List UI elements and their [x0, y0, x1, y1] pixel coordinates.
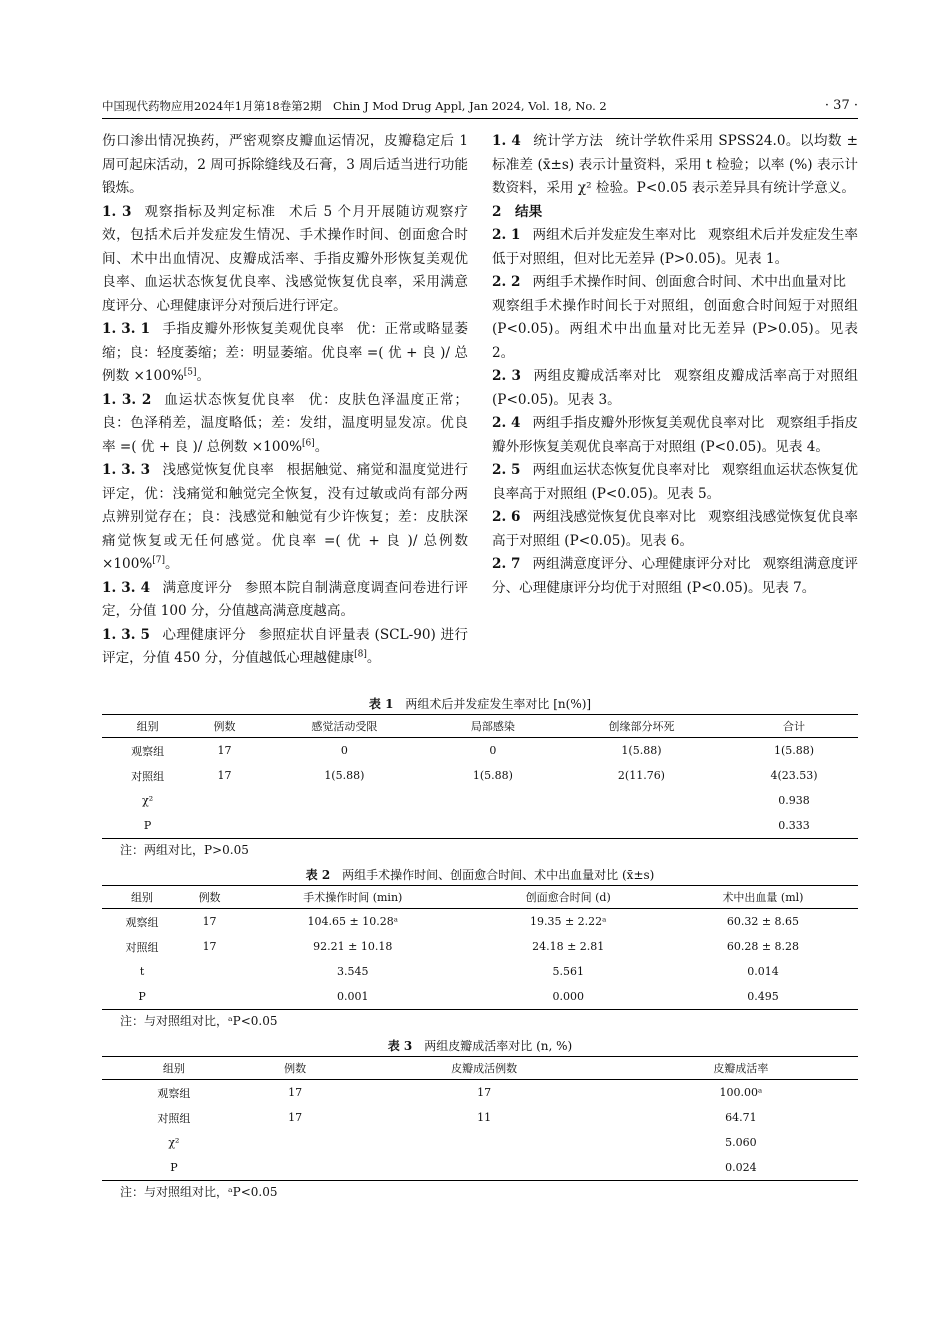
table-2-caption — [102, 865, 858, 885]
table-cell: 观察组 — [157, 1086, 191, 1100]
section-number: 1. 3. 3 — [102, 462, 151, 478]
table-cell: 64.71 — [725, 1111, 757, 1124]
table-cell: 3.545 — [337, 965, 369, 978]
column-header: 手术操作时间 (min) — [237, 886, 468, 909]
paragraph: 伤口渗出情况换药，严密观察皮瓣血运情况，皮瓣稳定后 1 周可起床活动，2 周可拆除缝线及石膏，3 周后适当进行功能锻炼。 — [102, 133, 468, 196]
column-header: 例数 — [246, 1057, 345, 1080]
column-header: 例数 — [193, 715, 256, 738]
table-2-note: 注：与对照组对比，ᵃP<0.05 — [120, 1014, 278, 1028]
journal-citation: 中国现代药物应用2024年1月第18卷第2期 Chin J Mod Drug Appl, Jan 2024, Vol. 18, No. 2 — [102, 99, 607, 113]
table-cell — [344, 1155, 623, 1181]
table-row — [102, 1105, 858, 1130]
table-cell: 19.35 ± 2.22ᵃ — [529, 915, 607, 928]
section-number: 2. 5 — [492, 462, 521, 478]
column-header: 感觉活动受限 — [256, 715, 433, 738]
section-title: 两组满意度评分、心理健康评分对比 — [532, 556, 751, 572]
table-cell: P — [170, 1161, 178, 1174]
section-number: 2. 1 — [492, 227, 521, 243]
section-text: 优：皮肤色泽温度正常；良：色泽稍差，温度略低；差：发绀，温度明显发凉。优良率 =( 优 + 良 )/ 总例数 ×100% — [102, 391, 469, 455]
section-2-4 — [492, 412, 858, 459]
section-title: 两组术后并发症发生率对比 — [532, 227, 697, 243]
table-cell: 2(11.76) — [617, 769, 665, 782]
column-header: 例数 — [182, 886, 237, 909]
section-2-3 — [492, 365, 858, 412]
table-cell: 1(5.88) — [621, 744, 662, 757]
table-cell — [256, 788, 433, 813]
section-title: 浅感觉恢复优良率 — [162, 462, 275, 478]
table-1-caption — [102, 694, 858, 714]
page-number: · 37 · — [824, 98, 858, 113]
section-1-3-5: 1. 3. 5 心理健康评分 参照症状自评量表 (SCL-90) 进行评定，分值 450 分，分值越低心理越健康[8]。 — [102, 626, 469, 666]
section-number: 2. 4 — [492, 415, 521, 431]
table-1 — [102, 714, 858, 839]
table-cell: 0.333 — [778, 819, 810, 832]
column-header: 局部感染 — [433, 715, 553, 738]
table-cell: 5.561 — [552, 965, 584, 978]
section-2-1 — [492, 224, 858, 271]
table-cell: P — [143, 819, 152, 832]
column-header: 创面愈合时间 (d) — [469, 886, 668, 909]
section-number: 1. 3. 2 — [102, 391, 152, 408]
table-header-row — [102, 715, 858, 738]
section-text: 优：正常或略显萎缩；良：轻度萎缩；差：明显萎缩。优良率 =( 优 + 良 )/ 总例数 ×100% — [102, 321, 469, 384]
section-1-3 — [102, 201, 468, 319]
table-cell — [553, 788, 730, 813]
table-cell: 1(5.88) — [324, 769, 365, 782]
table-cell: 100.00ᵃ — [719, 1086, 763, 1099]
table-cell: P — [138, 990, 146, 1003]
table-cell — [193, 813, 256, 839]
section-1-3-4 — [102, 577, 468, 624]
table-cell — [433, 788, 553, 813]
table-cell — [256, 813, 433, 839]
citation: [8] — [354, 649, 367, 660]
table-row — [102, 763, 858, 788]
table-row — [102, 1080, 858, 1106]
table-cell: χ² — [168, 1136, 180, 1149]
section-2-2 — [492, 271, 858, 365]
table-row — [102, 959, 858, 984]
table-cell — [182, 959, 237, 984]
table-row — [102, 1155, 858, 1181]
column-header: 组别 — [102, 715, 193, 738]
table-cell: 0 — [340, 744, 348, 757]
table-cell: 104.65 ± 10.28ᵃ — [307, 915, 398, 928]
table-row — [102, 813, 858, 839]
right-column — [492, 130, 858, 600]
table-cell: 60.28 ± 8.28 — [726, 940, 800, 953]
table-row — [102, 738, 858, 764]
table-number: 表 1 — [368, 697, 394, 711]
section-2-heading: 2 结果 — [492, 203, 543, 220]
table-header-row — [102, 1057, 858, 1080]
table-1-note: 注：两组对比，P>0.05 — [120, 843, 249, 857]
table-header-row — [102, 886, 858, 909]
citation: [5] — [183, 367, 197, 378]
section-title: 两组手术操作时间、创面愈合时间、术中出血量对比 — [532, 274, 846, 290]
section-number: 2. 3 — [492, 368, 521, 384]
section-title: 两组皮瓣成活率对比 — [533, 368, 662, 384]
section-text: 观察组术后并发症发生率低于对照组，但对比无差异 (P>0.05)。见表 1。 — [492, 227, 858, 267]
table-cell: 17 — [477, 1086, 492, 1099]
running-header — [102, 96, 858, 116]
section-number: 1. 3. 4 — [102, 579, 151, 596]
citation: [6] — [302, 437, 315, 448]
table-3-caption — [102, 1036, 858, 1056]
table-title: 两组术后并发症发生率对比 [n(%)] — [405, 697, 592, 711]
table-cell: 1(5.88) — [773, 744, 815, 757]
column-header: 术中出血量 (ml) — [668, 886, 858, 909]
section-title: 统计学方法 — [532, 133, 604, 149]
table-cell — [246, 1155, 345, 1181]
table-cell — [246, 1130, 345, 1155]
table-cell: 60.32 ± 8.65 — [726, 915, 800, 928]
section-number: 2. 2 — [492, 274, 521, 290]
column-header: 组别 — [102, 1057, 246, 1080]
section-title: 观察指标及判定标准 — [143, 203, 276, 220]
table-cell — [182, 984, 237, 1010]
column-header: 创缘部分坏死 — [553, 715, 730, 738]
section-text: 观察组手术操作时间长于对照组，创面愈合时间短于对照组 (P<0.05)。两组术中出血量对比无差异 (P>0.05)。见表 2。 — [492, 297, 858, 361]
section-number: 1. 4 — [492, 133, 521, 149]
table-title: 两组皮瓣成活率对比 (n, %) — [424, 1039, 573, 1053]
table-cell — [193, 788, 256, 813]
section-text: 观察组手指皮瓣外形恢复美观优良率高于对照组 (P<0.05)。见表 4。 — [492, 415, 858, 455]
table-cell: 0.495 — [747, 990, 779, 1003]
column-header: 皮瓣成活例数 — [344, 1057, 623, 1080]
table-cell: 4(23.53) — [770, 769, 818, 782]
table-number: 表 2 — [305, 868, 331, 882]
left-column — [102, 130, 468, 671]
table-cell: 对照组 — [125, 940, 159, 954]
table-cell: 92.21 ± 10.18 — [313, 940, 393, 953]
table-3-note: 注：与对照组对比，ᵃP<0.05 — [120, 1185, 278, 1199]
table-cell: 17 — [288, 1086, 303, 1099]
table-cell: 5.060 — [725, 1136, 757, 1149]
section-2-7 — [492, 553, 858, 600]
table-row — [102, 934, 858, 959]
table-cell: 观察组 — [131, 744, 165, 758]
section-title: 血运状态恢复优良率 — [163, 391, 296, 408]
table-cell: 0.001 — [337, 990, 369, 1003]
table-cell: 17 — [288, 1111, 303, 1124]
section-title: 手指皮瓣外形恢复美观优良率 — [162, 321, 345, 337]
table-cell — [553, 813, 730, 839]
table-cell: 17 — [202, 915, 217, 928]
table-cell: 0.000 — [552, 990, 584, 1003]
table-2 — [102, 885, 858, 1010]
table-cell: 17 — [202, 940, 217, 953]
section-2-5 — [492, 459, 858, 506]
table-row — [102, 788, 858, 813]
table-cell: 1(5.88) — [472, 769, 513, 782]
section-1-3-2: 1. 3. 2 血运状态恢复优良率 优：皮肤色泽温度正常；良：色泽稍差，温度略低；差：发绀，温度明显发凉。优良率 =( 优 + 良 )/ 总例数 ×100%[6]。 — [102, 391, 469, 455]
section-title: 心理健康评分 — [162, 626, 247, 643]
tables-area — [102, 694, 858, 1207]
table-cell: 11 — [477, 1111, 492, 1124]
table-cell: 0.938 — [778, 794, 810, 807]
table-row — [102, 909, 858, 935]
table-cell: 17 — [217, 769, 232, 782]
table-row — [102, 1130, 858, 1155]
section-number: 2. 7 — [492, 556, 521, 572]
section-text: 观察组血运状态恢复优良率高于对照组 (P<0.05)。见表 5。 — [492, 462, 859, 502]
table-cell: 对照组 — [157, 1111, 191, 1125]
section-1-3-1: 1. 3. 1 手指皮瓣外形恢复美观优良率 优：正常或略显萎缩；良：轻度萎缩；差：明显萎缩。优良率 =( 优 + 良 )/ 总例数 ×100%[5]。 — [102, 321, 469, 384]
section-text: 观察组皮瓣成活率高于对照组 (P<0.05)。见表 3。 — [492, 368, 859, 408]
section-number: 2. 6 — [492, 509, 521, 525]
section-1-4 — [492, 130, 858, 201]
table-cell: 0 — [489, 744, 497, 757]
table-title: 两组手术操作时间、创面愈合时间、术中出血量对比 (x̄±s) — [342, 868, 655, 882]
table-cell: χ² — [142, 794, 154, 807]
table-cell: 17 — [217, 744, 232, 757]
section-text: 统计学软件采用 SPSS24.0。以均数 ± 标准差 (x̄±s) 表示计量资料，采用 t 检验；以率 (%) 表示计数资料，采用 χ² 检验。P<0.05 表示差异具有统计学意义。 — [492, 133, 858, 196]
table-3 — [102, 1056, 858, 1181]
section-number: 1. 3. 5 — [102, 626, 151, 643]
table-cell: t — [139, 965, 145, 978]
section-title: 满意度评分 — [162, 579, 233, 596]
section-text: 参照症状自评量表 (SCL-90) 进行评定，分值 450 分，分值越低心理越健康 — [102, 626, 469, 666]
table-cell: 24.18 ± 2.81 — [532, 940, 605, 953]
section-1-3-3: 1. 3. 3 浅感觉恢复优良率 根据触觉、痛觉和温度觉进行评定，优：浅痛觉和触觉完全恢复，没有过敏或尚有部分两点辨别觉存在；良：浅感觉和触觉有少许恢复；差：皮肤深痛觉恢复或无任何感觉。优良率 =( 优 + 良 )/ 总例数 ×100%[7]。 — [102, 462, 469, 572]
section-text: 观察组满意度评分、心理健康评分均优于对照组 (P<0.05)。见表 7。 — [492, 556, 859, 596]
section-text: 根据触觉、痛觉和温度觉进行评定，优：浅痛觉和触觉完全恢复，没有过敏或尚有部分两点辨别觉存在；良：浅感觉和触觉有少许恢复；差：皮肤深痛觉恢复或无任何感觉。优良率 =( 优 + 良 )/ 总例数 ×100% — [102, 462, 469, 572]
column-header: 组别 — [102, 886, 182, 909]
column-header: 皮瓣成活率 — [624, 1057, 858, 1080]
header-rule — [102, 118, 858, 119]
section-title: 两组血运状态恢复优良率对比 — [532, 462, 710, 478]
table-cell: 0.024 — [725, 1161, 757, 1174]
table-cell: 观察组 — [125, 915, 159, 929]
section-2-6 — [492, 506, 858, 553]
table-cell: 对照组 — [131, 769, 165, 783]
table-number: 表 3 — [387, 1039, 413, 1053]
table-cell — [344, 1130, 623, 1155]
section-text: 术后 5 个月开展随访观察疗效，包括术后并发症发生情况、手术操作时间、创面愈合时间、术中出血情况、皮瓣成活率、手指皮瓣外形恢复美观优良率、血运状态恢复优良率、浅感觉恢复优良率，采用满意度评分、心理健康评分对预后进行评定。 — [102, 203, 468, 314]
section-title: 两组浅感觉恢复优良率对比 — [532, 509, 697, 525]
section-number: 1. 3 — [102, 203, 132, 220]
table-cell — [433, 813, 553, 839]
column-header: 合计 — [730, 715, 858, 738]
section-number: 1. 3. 1 — [102, 321, 151, 337]
section-text: 观察组浅感觉恢复优良率高于对照组 (P<0.05)。见表 6。 — [492, 509, 858, 549]
table-cell: 0.014 — [747, 965, 779, 978]
section-title: 两组手指皮瓣外形恢复美观优良率对比 — [532, 415, 765, 431]
table-row — [102, 984, 858, 1010]
citation: [7] — [152, 555, 166, 566]
section-text: 参照本院自制满意度调查问卷进行评定，分值 100 分，分值越高满意度越高。 — [102, 579, 469, 619]
